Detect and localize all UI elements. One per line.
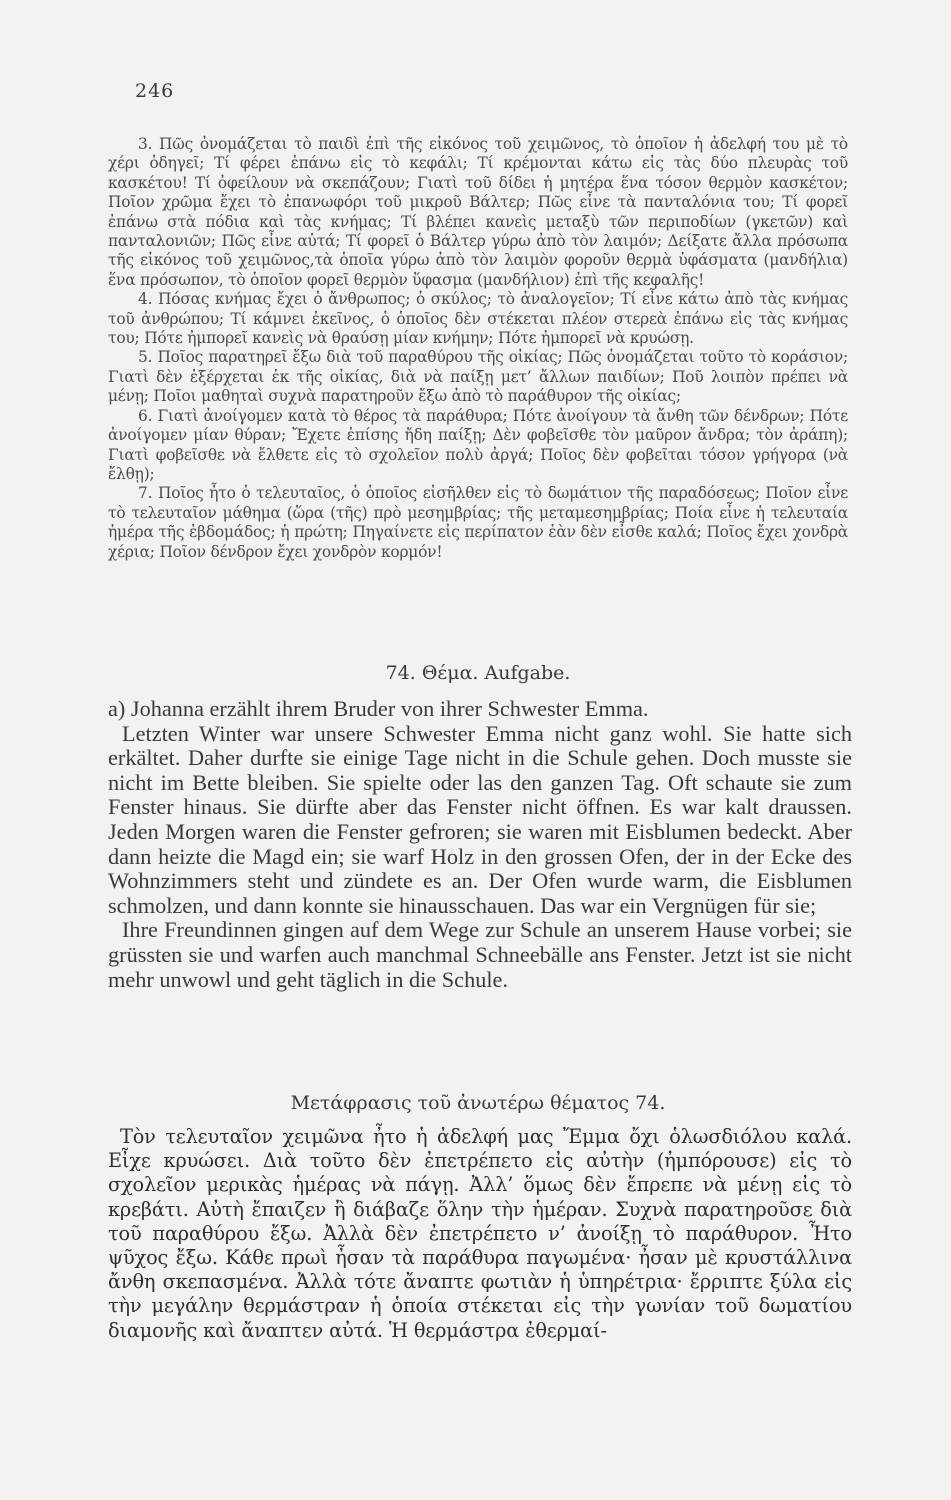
questions-block (108, 135, 848, 562)
question-paragraph-4: 4. Πόσας κνήμας ἔχει ὁ ἄνθρωπος; ὁ σκύλος; τὸ ἀναλογεῖον; Τί εἶνε κάτω ἀπὸ τὰς κνήμας τοῦ ἀνθρώπου; Τί κάμνει ἐκεῖνος, ὁ ὁποῖος δὲν στέκεται πλέον στερεὰ ἐπάνω εἰς τὰς κνήμας του; Πότε ἠμπορεῖ κανεὶς νὰ θραύσῃ μίαν κνήμην; Πότε ἠμπορεῖ νὰ κρυώσῃ. (108, 290, 848, 348)
question-paragraph-3: 3. Πῶς ὀνομάζεται τὸ παιδὶ ἐπὶ τῆς εἰκόνος τοῦ χειμῶνος, τὸ ὁποῖον ἡ ἀδελφή του μὲ τὸ χέρι ὁδηγεῖ; Τί φέρει ἐπάνω εἰς τὸ κεφάλι; Τί κρέμονται κάτω εἰς τὰς δύο πλευρὰς τοῦ κασκέτου! Τί ὀφείλουν νὰ σκεπάζουν; Γιατὶ τοῦ δίδει ἡ μητέρα ἕνα τόσον θερμὸν κασκέτον; Ποῖον χρῶμα ἔχει τὸ ἐπανωφόρι τοῦ μικροῦ Βάλτερ; Πῶς εἶνε τὰ πανταλόνια του; Τί φορεῖ ἐπάνω στὰ πόδια καὶ τὰς κνήμας; Τί βλέπει κανεὶς μεταξὺ τῶν περιποδίων (γκετῶν) καὶ πανταλονιῶν; Πῶς εἶνε αὐτά; Τί φορεῖ ὁ Βάλτερ γύρω ἀπὸ τὸν λαιμόν; Δείξατε ἄλλα πρόσωπα τῆς εἰκόνος τοῦ χειμῶνος,τὰ ὁποῖα γύρω ἀπὸ τὸν λαιμὸν φοροῦν θερμὰ ὑφάσματα (μανδήλια) ἕνα πρόσωπον, τὸ ὁποῖον φορεῖ θερμὸν ὕφασμα (μανδήλιον) ἐπὶ τῆς κεφαλῆς! (108, 135, 848, 289)
german-paragraph: Ihre Freundinnen gingen auf dem Wege zur Schule an unserem Hause vorbei; sie grüssten sie und warfen auch manchmal Schneebälle ans Fenster. Jetzt ist sie nicht mehr unwowl und geht täglich in die Schule. (108, 917, 852, 992)
question-paragraph-7: 7. Ποῖος ἦτο ὁ τελευταῖος, ὁ ὁποῖος εἰσῆλθεν εἰς τὸ δωμάτιον τῆς παραδόσεως; Ποῖον εἶνε τὸ τελευταῖον μάθημα (ὥρα (τῆς) πρὸ μεσημβρίας; τῆς μεταμεσημβρίας; Ποία εἶνε ἡ τελευταία ἡμέρα τῆς ἑβδομάδος; ἡ πρώτη; Πηγαίνετε εἰς περίπατον ἐὰν δὲν εἶσθε καλά; Ποῖος ἔχει χονδρὰ χέρια; Ποῖον δένδρον ἔχει χονδρὸν κορμόν! (108, 484, 848, 561)
page-number: 246 (135, 80, 175, 102)
exercise-title: 74. Θέμα. Aufgabe. (385, 662, 571, 684)
translation-text-block (108, 1125, 852, 1343)
translation-paragraph: Τὸν τελευταῖον χειμῶνα ἦτο ἡ ἀδελφή μας Ἔμμα ὄχι ὁλωσδιόλου καλά. Εἶχε κρυώσει. Διὰ τοῦτο δὲν ἐπετρέπετο εἰς αὐτὴν (ἠμπόρουσε) εἰς τὸ σχολεῖον μερικὰς ἡμέρας νὰ πάγῃ. Ἀλλ’ ὅμως δὲν ἔπρεπε νὰ μένῃ εἰς τὸ κρεβάτι. Αὐτὴ ἔπαιζεν ἢ διάβαζε ὅλην τὴν ἡμέραν. Συχνὰ παρατηροῦσε διὰ τοῦ παραθύρου ἔξω. Ἀλλὰ δὲν ἐπετρέπετο ν’ ἀνοίξῃ τὸ παράθυρον. Ἦτο ψῦχος ἔξω. Κάθε πρωὶ ἦσαν τὰ παράθυρα παγωμένα· ἦσαν μὲ κρυστάλλινα ἄνθη σκεπασμένα. Ἀλλὰ τότε ἄναπτε φωτιὰν ἡ ὑπηρέτρια· ἔρριπτε ξύλα εἰς τὴν μεγάλην θερμάστραν ἡ ὁποία στέκεται εἰς τὴν γωνίαν τοῦ δωματίου διαμονῆς καὶ ἄναπτεν αὐτά. Ἡ θερμάστρα ἐθερμαί- (108, 1125, 852, 1342)
german-text-block (108, 697, 852, 992)
german-paragraph: Letzten Winter war unsere Schwester Emma nicht ganz wohl. Sie hatte sich erkältet. Daher durfte sie einige Tage nicht in die Schule gehen. Doch musste sie nicht im Bette bleiben. Sie spielte oder las den ganzen Tag. Oft schaute sie zum Fenster hinaus. Sie dürfte aber das Fenster nicht öffnen. Es war kalt draussen. Jeden Morgen waren die Fenster gefroren; sie waren mit Eisblumen bedeckt. Aber dann heizte die Magd ein; sie warf Holz in den grossen Ofen, der in der Ecke des Wohnzimmers steht und zündete es an. Der Ofen wurde warm, die Eisblumen schmolzen, und dann konnte sie hinausschauen. Das war ein Vergnügen für sie; (108, 720, 852, 918)
translation-title: Μετάφρασις τοῦ ἀνωτέρω θέματος 74. (290, 1092, 666, 1114)
question-paragraph-5: 5. Ποῖος παρατηρεῖ ἔξω διὰ τοῦ παραθύρου τῆς οἰκίας; Πῶς ὀνομάζεται τοῦτο τὸ κοράσιον; Γιατὶ δὲν ἐξέρχεται ἐκ τῆς οἰκίας, διὰ νὰ παίξῃ μετ’ ἄλλων παιδίων; Ποῦ λοιπὸν πρέπει νὰ μένῃ; Ποῖοι μαθηταὶ συχνὰ παρατηροῦν ἔξω ἀπὸ τὸ παράθυρον τῆς οἰκίας; (108, 348, 848, 406)
question-paragraph-6: 6. Γιατὶ ἀνοίγομεν κατὰ τὸ θέρος τὰ παράθυρα; Πότε ἀνοίγουν τὰ ἄνθη τῶν δένδρων; Πότε ἀνοίγομεν μίαν θύραν; Ἔχετε ἐπίσης ἤδη παίξῃ; Δὲν φοβεῖσθε τὸν μαῦρον ἄνδρα; τὸν ἀράπη); Γιατὶ φοβεῖσθε νὰ ἔλθετε εἰς τὸ σχολεῖον πολὺ ἀργά; Ποῖος δὲν φοβεῖται τόσον γρήγορα (νὰ ἔλθῃ); (108, 406, 848, 483)
german-heading: a) Johanna erzählt ihrem Bruder von ihrer Schwester Emma. (108, 696, 649, 721)
